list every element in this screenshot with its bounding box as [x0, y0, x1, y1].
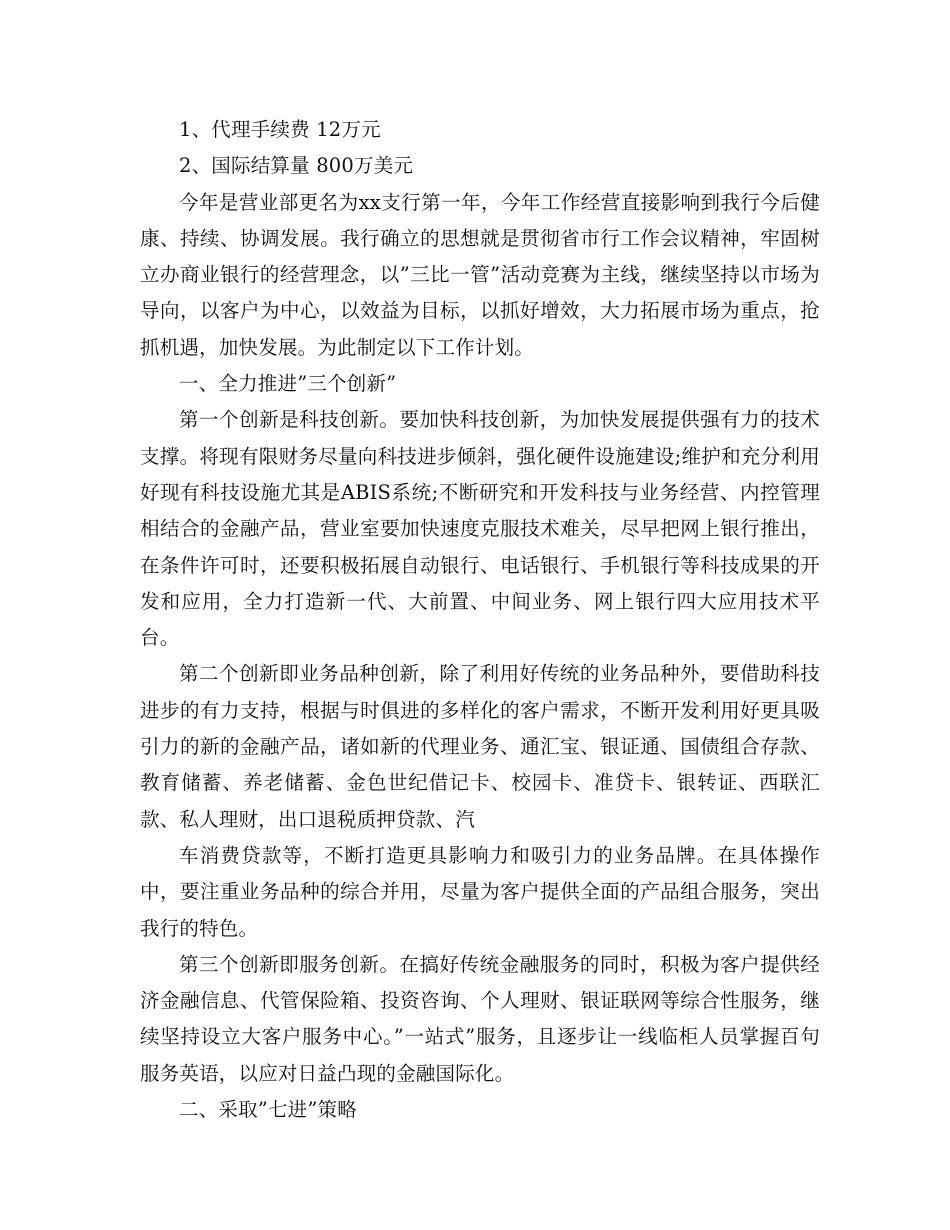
document-body — [140, 112, 820, 1128]
target-item-settlement: 2、国际结算量 800万美元 — [179, 154, 414, 178]
target-item-fee: 1、代理手续费 12万元 — [179, 118, 381, 141]
paragraph-service-innovation: 第三个创新即服务创新。在搞好传统金融服务的同时，积极为客户提供经济金融信息、代管保险箱、投资咨询、个人理财、银证联网等综合性服务，继续坚持设立大客户服务中心。”一站式”服务，且逐步让一线临柜人员掌握百句服务英语，以应对日益凸现的金融国际化。 — [140, 952, 820, 1085]
paragraph-tech-innovation: 第一个创新是科技创新。要加快科技创新，为加快发展提供强有力的技术支撑。将现有限财务尽量向科技进步倾斜，强化硬件设施建设;维护和充分利用好现有科技设施尤其是ABIS系统;不断研究和开发科技与业务经营、内控管理相结合的金融产品，营业室要加快速度克服技术难关，尽早把网上银行推出，在条件许可时，还要积极拓展自动银行、电话银行、手机银行等科技成果的开发和应用，全力打造新一代、大前置、中间业务、网上银行四大应用技术平台。 — [140, 408, 820, 650]
paragraph-product-innovation-continued: 车消费贷款等，不断打造更具影响力和吸引力的业务品牌。在具体操作中，要注重业务品种的综合并用，尽量为客户提供全面的产品组合服务，突出我行的特色。 — [140, 843, 820, 940]
section-heading-strategy: 二、采取”七进”策略 — [179, 1098, 357, 1122]
section-heading-innovation: 一、全力推进”三个创新” — [179, 372, 397, 396]
intro-paragraph: 今年是营业部更名为xx支行第一年，今年工作经营直接影响到我行今后健康、持续、协调发展。我行确立的思想就是贯彻省市行工作会议精神，牢固树立办商业银行的经营理念，以”三比一管”活动竞赛为主线，继续坚持以市场为导向，以客户为中心，以效益为目标，以抓好增效，大力拓展市场为重点，抢抓机遇，加快发展。为此制定以下工作计划。 — [140, 190, 820, 359]
paragraph-product-innovation: 第二个创新即业务品种创新，除了利用好传统的业务品种外，要借助科技进步的有力支持，根据与时俱进的多样化的客户需求，不断开发利用好更具吸引力的新的金融产品，诸如新的代理业务、通汇宝、银证通、国债组合存款、教育储蓄、养老储蓄、金色世纪借记卡、校园卡、准贷卡、银转证、西联汇款、私人理财，出口退税质押贷款、汽 — [140, 662, 820, 831]
